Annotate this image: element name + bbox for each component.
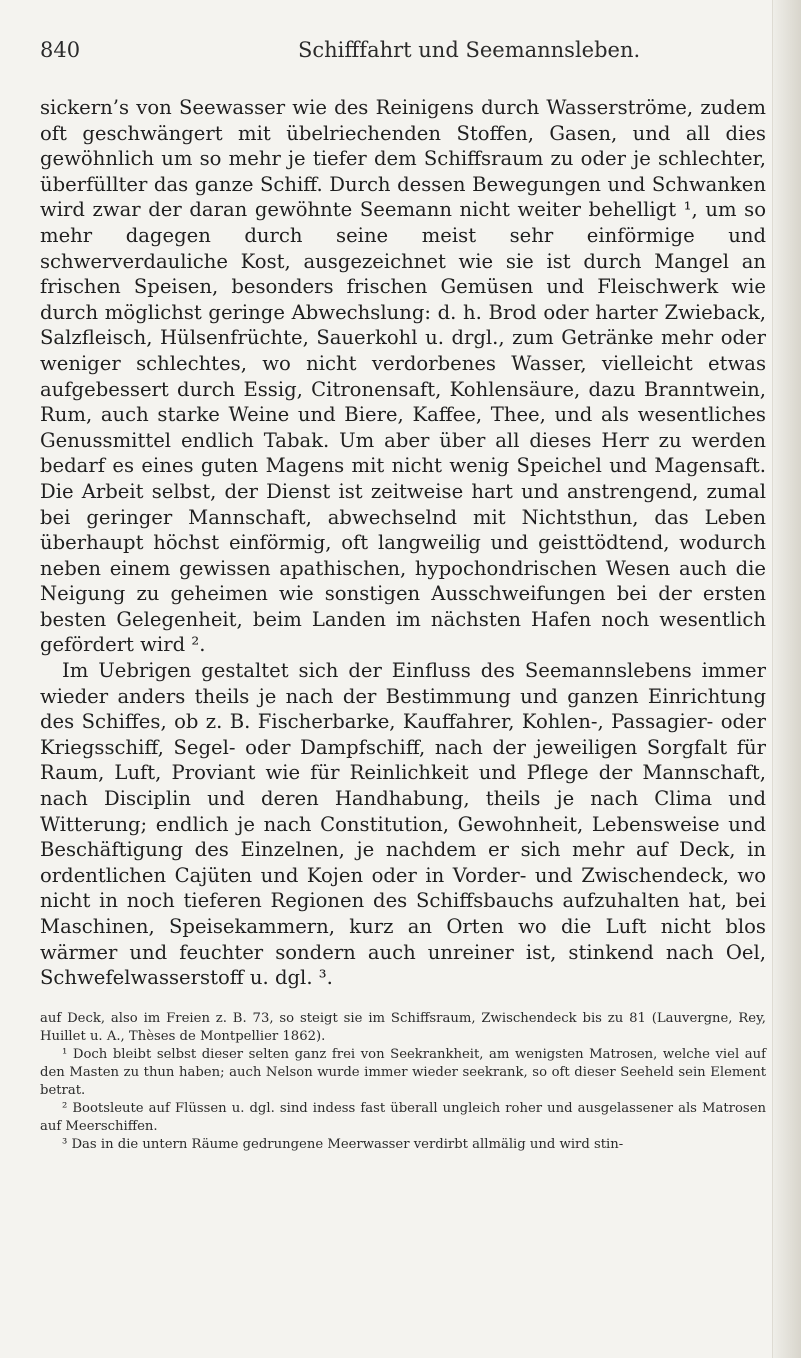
running-title: Schifffahrt und Seemannsleben.	[298, 38, 641, 62]
footnotes	[40, 1010, 766, 1154]
footnote: ² Bootsleute auf Flüssen u. dgl. sind indess fast überall ungleich roher und ausgelassener als Matrosen auf Meerschiffen.	[40, 1101, 766, 1134]
page-edge	[772, 0, 801, 1358]
main-text	[40, 95, 766, 991]
page-number: 840	[40, 38, 81, 62]
footnote: ³ Das in die untern Räume gedrungene Meerwasser verdirbt allmälig und wird stin-	[62, 1137, 624, 1152]
footnote: ¹ Doch bleibt selbst dieser selten ganz frei von Seekrankheit, am wenigsten Matrosen, welche viel auf den Masten zu thun haben; auch Nelson wurde immer wieder seekrank, so oft dieser Seeheld sein Element betrat.	[40, 1047, 766, 1098]
paragraph: sickern’s von Seewasser wie des Reinigens durch Wasserströme, zudem oft geschwängert mit übelriechenden Stoffen, Gasen, und all dies gewöhnlich um so mehr je tiefer dem Schiffsraum zu oder je schlechter, überfüllter das ganze Schiff. Durch dessen Bewegungen und Schwanken wird zwar der daran gewöhnte Seemann nicht weiter behelligt ¹, um so mehr dagegen durch seine meist sehr einförmige und schwerverdauliche Kost, ausgezeichnet wie sie ist durch Mangel an frischen Speisen, besonders frischen Gemüsen und Fleischwerk wie durch möglichst geringe Abwechslung: d. h. Brod oder harter Zwieback, Salzfleisch, Hülsenfrüchte, Sauerkohl u. drgl., zum Getränke mehr oder weniger schlechtes, wo nicht verdorbenes Wasser, vielleicht etwas aufgebessert durch Essig, Citronensaft, Kohlensäure, dazu Branntwein, Rum, auch starke Weine und Biere, Kaffee, Thee, und als wesentliches Genussmittel endlich Tabak. Um aber über all dieses Herr zu werden bedarf es eines guten Magens mit nicht wenig Speichel und Magensaft. Die Arbeit selbst, der Dienst ist zeitweise hart und anstrengend, zumal bei geringer Mannschaft, abwechselnd mit Nichtsthun, das Leben überhaupt höchst einförmig, oft langweilig und geisttödtend, wodurch neben einem gewissen apathischen, hypochondrischen Wesen auch die Neigung zu geheimen wie sonstigen Ausschweifungen bei der ersten besten Gelegenheit, beim Landen im nächsten Hafen noch wesentlich gefördert wird ².	[40, 96, 766, 657]
footnote-continuation: auf Deck, also im Freien z. B. 73, so steigt sie im Schiffsraum, Zwischendeck bis zu 81 (Lauvergne, Rey, Huillet u. A., Thèses de Montpellier 1862).	[40, 1011, 766, 1044]
page-header	[40, 38, 775, 68]
paragraph: Im Uebrigen gestaltet sich der Einfluss des Seemannslebens immer wieder anders theils je nach der Bestimmung und ganzen Einrichtung des Schiffes, ob z. B. Fischerbarke, Kauffahrer, Kohlen-, Passagier- oder Kriegsschiff, Segel- oder Dampfschiff, nach der jeweiligen Sorgfalt für Raum, Luft, Proviant wie für Reinlichkeit und Pflege der Mannschaft, nach Disciplin und deren Handhabung, theils je nach Clima und Witterung; endlich je nach Constitution, Gewohnheit, Lebensweise und Beschäftigung des Einzelnen, je nachdem er sich mehr auf Deck, in ordentlichen Cajüten und Kojen oder in Vorder- und Zwischendeck, wo nicht in noch tieferen Regionen des Schiffsbauchs aufzuhalten hat, bei Maschinen, Speisekammern, kurz an Orten wo die Luft nicht blos wärmer und feuchter sondern auch unreiner ist, stinkend nach Oel, Schwefelwasserstoff u. dgl. ³.	[40, 659, 766, 990]
